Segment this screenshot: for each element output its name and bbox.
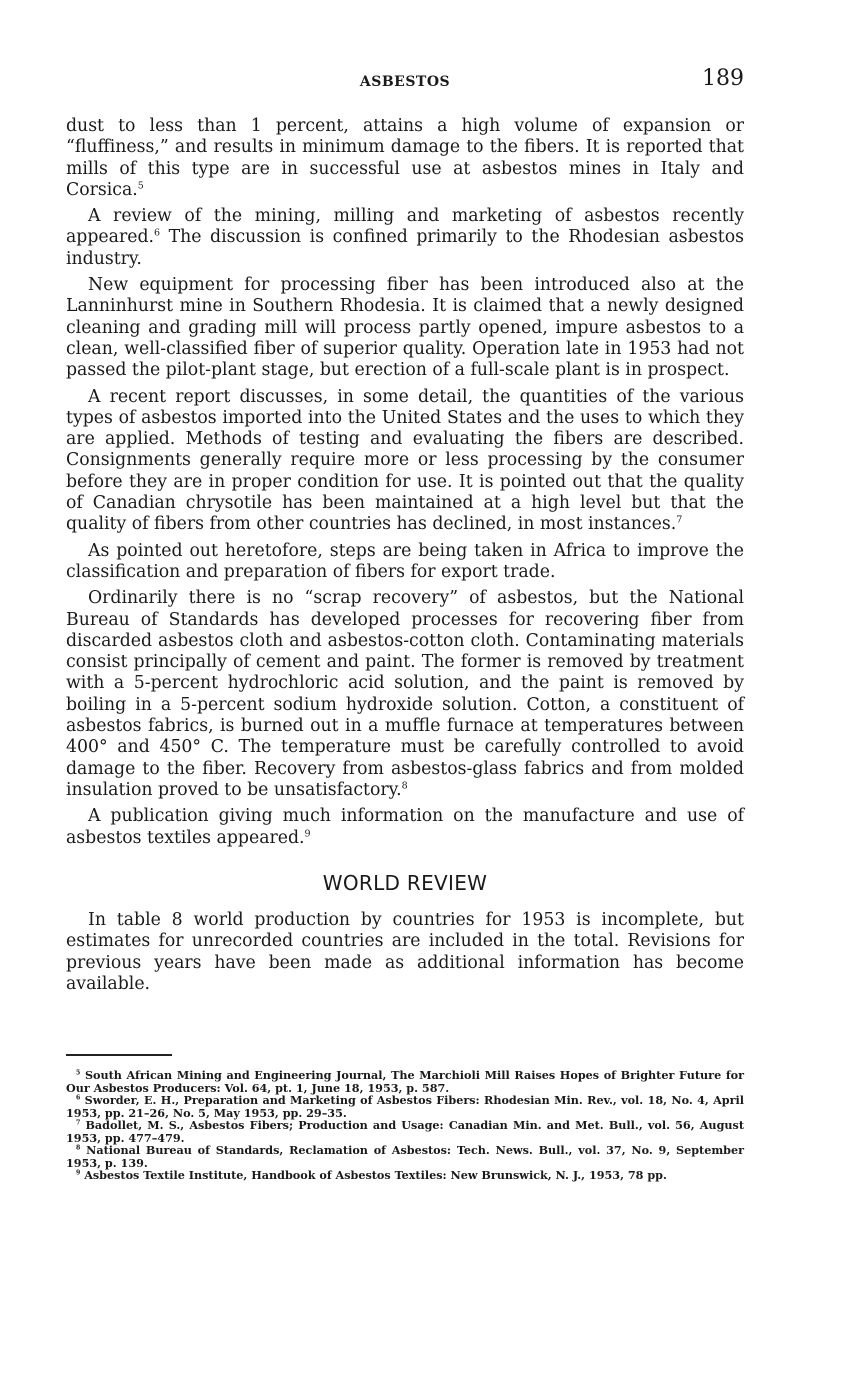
footnote: $^8$ National Bureau of Standards, Reclamation of Asbestos: Tech. News. Bull., vol. 37, No. 9, September 1953, p. 139. (66, 1143, 744, 1170)
paragraph-publication: A publication giving much information on the manufacture and use of asbestos textiles appeared.$^9$ (66, 806, 744, 848)
footnotes (66, 1069, 744, 1182)
paragraph-world-review: In table 8 world production by countries for 1953 is incomplete, but estimates for unrecorded countries are included in the total. Revisions for previous years have been made as additional information has become available. (66, 910, 744, 994)
body-text (66, 116, 744, 1000)
footnote: $^9$ Asbestos Textile Institute, Handbook of Asbestos Textiles: New Brunswick, N. J., 1953, 78 pp. (76, 1168, 667, 1182)
page-number: 189 (702, 66, 744, 91)
footnote-ref: 5 (137, 180, 144, 192)
footnote-divider (66, 1054, 172, 1056)
paragraph-africa: As pointed out heretofore, steps are being taken in Africa to improve the classification and preparation of fibers for export trade. (66, 540, 744, 582)
paragraph-continuation: dust to less than 1 percent, attains a high volume of expansion or “fluffiness,” and results in minimum damage to the fibers. It is reported that mills of this type are in successful use at asbestos mines in Italy and Corsica.$^5$ (66, 116, 744, 200)
footnote-ref: 7 (676, 514, 683, 526)
running-title: ASBESTOS (359, 74, 451, 90)
paragraph-report: A recent report discusses, in some detail, the quantities of the various types of asbestos imported into the United States and the uses to which they are applied. Methods of testing and evaluating the fibers are described. Consignments generally require more or less processing by the consumer before they are in proper condition for use. It is pointed out that the quality of Canadian chrysotile has been maintained at a high level but that the quality of fibers from other countries has declined, in most instances.$^7$ (66, 386, 744, 535)
paragraph-equipment: New equipment for processing fiber has been introduced also at the Lanninhurst mine in Southern Rhodesia. It is claimed that a newly designed cleaning and grading mill will process partly opened, impure asbestos to a clean, well-classified fiber of superior quality. Operation late in 1953 had not passed the pilot-plant stage, but erection of a full-scale plant is in prospect. (66, 275, 744, 381)
paragraph-review: A review of the mining, milling and marketing of asbestos recently appeared.$^6$ The discussion is confined primarily to the Rhodesian asbestos industry. (66, 206, 744, 269)
running-head (66, 66, 744, 96)
footnote: $^7$ Badollet, M. S., Asbestos Fibers; Production and Usage: Canadian Min. and Met. Bull., vol. 56, August 1953, pp. 477–479. (66, 1118, 744, 1145)
footnote-ref: 9 (304, 827, 311, 839)
paragraph-scrap-recovery: Ordinarily there is no “scrap recovery” of asbestos, but the National Bureau of Standards has developed processes for recovering fiber from discarded asbestos cloth and asbestos-cotton cloth. Contaminating materials consist principally of cement and paint. The former is removed by treatment with a 5-percent hydrochloric acid solution, and the paint is removed by boiling in a 5-percent sodium hydroxide solution. Cotton, a constituent of asbestos fabrics, is burned out in a muffle furnace at temperatures between 400° and 450° C. The temperature must be carefully controlled to avoid damage to the fiber. Recovery from asbestos-glass fabrics and from molded insulation proved to be unsatisfactory.$^8$ (66, 588, 744, 800)
footnote: $^6$ Sworder, E. H., Preparation and Marketing of Asbestos Fibers: Rhodesian Min. Rev., vol. 18, No. 4, April 1953, pp. 21–26, No. 5, May 1953, pp. 29–35. (66, 1093, 744, 1120)
footnote-ref: 8 (401, 780, 408, 792)
section-heading-world-review: WORLD REVIEW (322, 870, 488, 895)
footnote: $^5$ South African Mining and Engineering Journal, The Marchioli Mill Raises Hopes of Brighter Future for Our Asbestos Producers: Vol. 64, pt. 1, June 18, 1953, p. 587. (66, 1068, 744, 1095)
footnote-ref: 6 (154, 227, 161, 239)
